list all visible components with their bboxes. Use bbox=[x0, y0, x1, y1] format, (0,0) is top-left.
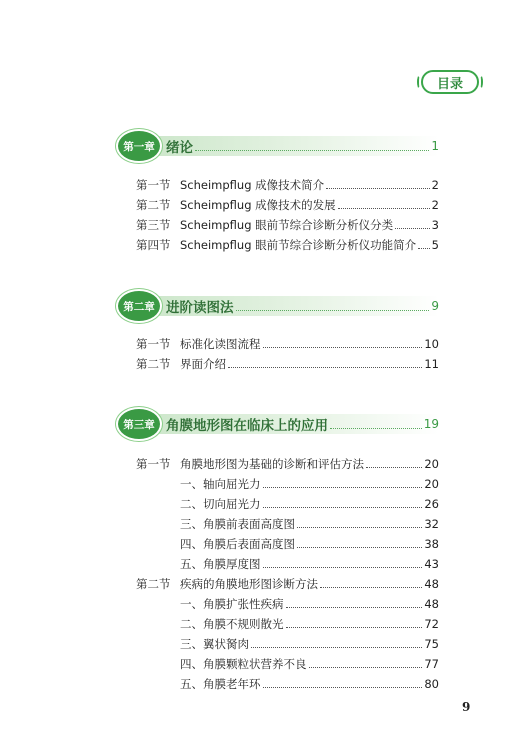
toc-item-row[interactable] bbox=[180, 536, 439, 552]
toc-item-row[interactable] bbox=[180, 656, 439, 672]
chapter-heading-3[interactable] bbox=[118, 414, 439, 434]
section-title: Scheimpflug 眼前节综合诊断分析仪功能简介 bbox=[180, 238, 417, 252]
section-page: 5 bbox=[431, 238, 439, 252]
toc-item-row[interactable] bbox=[180, 636, 439, 652]
item-page: 80 bbox=[424, 677, 439, 691]
section-number: 第一节 bbox=[136, 457, 171, 471]
toc-item-row[interactable] bbox=[180, 596, 439, 612]
section-number: 第三节 bbox=[136, 218, 171, 232]
dot-leader bbox=[418, 248, 430, 249]
item-title: 五、角膜老年环 bbox=[180, 677, 261, 691]
dot-leader bbox=[297, 527, 422, 528]
dot-leader bbox=[338, 208, 430, 209]
item-page: 75 bbox=[424, 637, 439, 651]
item-title: 二、角膜不规则散光 bbox=[180, 617, 284, 631]
dot-leader bbox=[251, 647, 422, 648]
chapter-page: 9 bbox=[431, 299, 439, 313]
chapter-badge: 第二章 bbox=[118, 291, 160, 321]
dot-leader bbox=[286, 627, 423, 628]
chapter-page: 1 bbox=[431, 139, 439, 153]
item-page: 77 bbox=[424, 657, 439, 671]
item-page: 72 bbox=[424, 617, 439, 631]
dot-leader bbox=[309, 667, 423, 668]
toc-section-row[interactable] bbox=[136, 197, 439, 213]
chapter-title: 绪论 bbox=[166, 140, 193, 156]
chapter-title: 角膜地形图在临床上的应用 bbox=[166, 418, 328, 434]
item-title: 五、角膜厚度图 bbox=[180, 557, 261, 571]
toc-item-row[interactable] bbox=[180, 676, 439, 692]
chapter-badge: 第三章 bbox=[118, 409, 160, 439]
toc-item-row[interactable] bbox=[180, 496, 439, 512]
section-page: 20 bbox=[424, 457, 439, 471]
toc-section-row[interactable] bbox=[136, 177, 439, 193]
chapter-heading-2[interactable] bbox=[118, 296, 439, 316]
section-title: 角膜地形图为基础的诊断和评估方法 bbox=[180, 457, 364, 471]
dot-leader bbox=[263, 487, 423, 488]
item-page: 26 bbox=[424, 497, 439, 511]
dot-leader bbox=[366, 467, 422, 468]
section-page: 11 bbox=[424, 357, 439, 371]
section-title: 界面介绍 bbox=[180, 357, 226, 371]
item-title: 三、角膜前表面高度图 bbox=[180, 517, 295, 531]
toc-item-row[interactable] bbox=[180, 516, 439, 532]
page-number: 9 bbox=[462, 700, 471, 714]
item-title: 一、轴向屈光力 bbox=[180, 477, 261, 491]
dot-leader bbox=[326, 188, 430, 189]
item-page: 43 bbox=[424, 557, 439, 571]
toc-item-row[interactable] bbox=[180, 556, 439, 572]
chapter-page: 19 bbox=[423, 417, 439, 431]
dot-leader bbox=[263, 507, 423, 508]
chapter-badge: 第一章 bbox=[118, 131, 160, 161]
section-page: 3 bbox=[431, 218, 439, 232]
section-number: 第二节 bbox=[136, 198, 171, 212]
item-page: 20 bbox=[424, 477, 439, 491]
toc-section-row[interactable] bbox=[136, 576, 439, 592]
chapter-title: 进阶读图法 bbox=[166, 300, 234, 316]
section-page: 2 bbox=[431, 198, 439, 212]
dot-leader bbox=[195, 142, 429, 151]
toc-section-row[interactable] bbox=[136, 456, 439, 472]
section-page: 10 bbox=[424, 337, 439, 351]
dot-leader bbox=[286, 607, 423, 608]
dot-leader bbox=[263, 567, 423, 568]
dot-leader bbox=[228, 367, 422, 368]
dot-leader bbox=[263, 687, 423, 688]
dot-leader bbox=[236, 302, 430, 311]
section-number: 第二节 bbox=[136, 577, 171, 591]
chapter-heading-1[interactable] bbox=[118, 136, 439, 156]
toc-header-badge: 目录 bbox=[421, 70, 479, 94]
section-title: Scheimpflug 眼前节综合诊断分析仪分类 bbox=[180, 218, 394, 232]
toc-section-row[interactable] bbox=[136, 336, 439, 352]
item-page: 32 bbox=[424, 517, 439, 531]
section-number: 第一节 bbox=[136, 337, 171, 351]
dot-leader bbox=[330, 420, 422, 429]
toc-item-row[interactable] bbox=[180, 476, 439, 492]
item-title: 二、切向屈光力 bbox=[180, 497, 261, 511]
section-page: 2 bbox=[431, 178, 439, 192]
section-number: 第四节 bbox=[136, 238, 171, 252]
toc-section-row[interactable] bbox=[136, 217, 439, 233]
dot-leader bbox=[395, 228, 430, 229]
toc-section-row[interactable] bbox=[136, 356, 439, 372]
dot-leader bbox=[320, 587, 422, 588]
item-title: 一、角膜扩张性疾病 bbox=[180, 597, 284, 611]
toc-item-row[interactable] bbox=[180, 616, 439, 632]
section-number: 第一节 bbox=[136, 178, 171, 192]
section-page: 48 bbox=[424, 577, 439, 591]
item-title: 四、角膜颗粒状营养不良 bbox=[180, 657, 307, 671]
section-title: 疾病的角膜地形图诊断方法 bbox=[180, 577, 318, 591]
item-page: 38 bbox=[424, 537, 439, 551]
section-number: 第二节 bbox=[136, 357, 171, 371]
item-page: 48 bbox=[424, 597, 439, 611]
section-title: 标准化读图流程 bbox=[180, 337, 261, 351]
section-title: Scheimpflug 成像技术简介 bbox=[180, 178, 325, 192]
item-title: 三、翼状胬肉 bbox=[180, 637, 249, 651]
dot-leader bbox=[263, 347, 423, 348]
dot-leader bbox=[297, 547, 422, 548]
toc-section-row[interactable] bbox=[136, 237, 439, 253]
item-title: 四、角膜后表面高度图 bbox=[180, 537, 295, 551]
section-title: Scheimpflug 成像技术的发展 bbox=[180, 198, 336, 212]
